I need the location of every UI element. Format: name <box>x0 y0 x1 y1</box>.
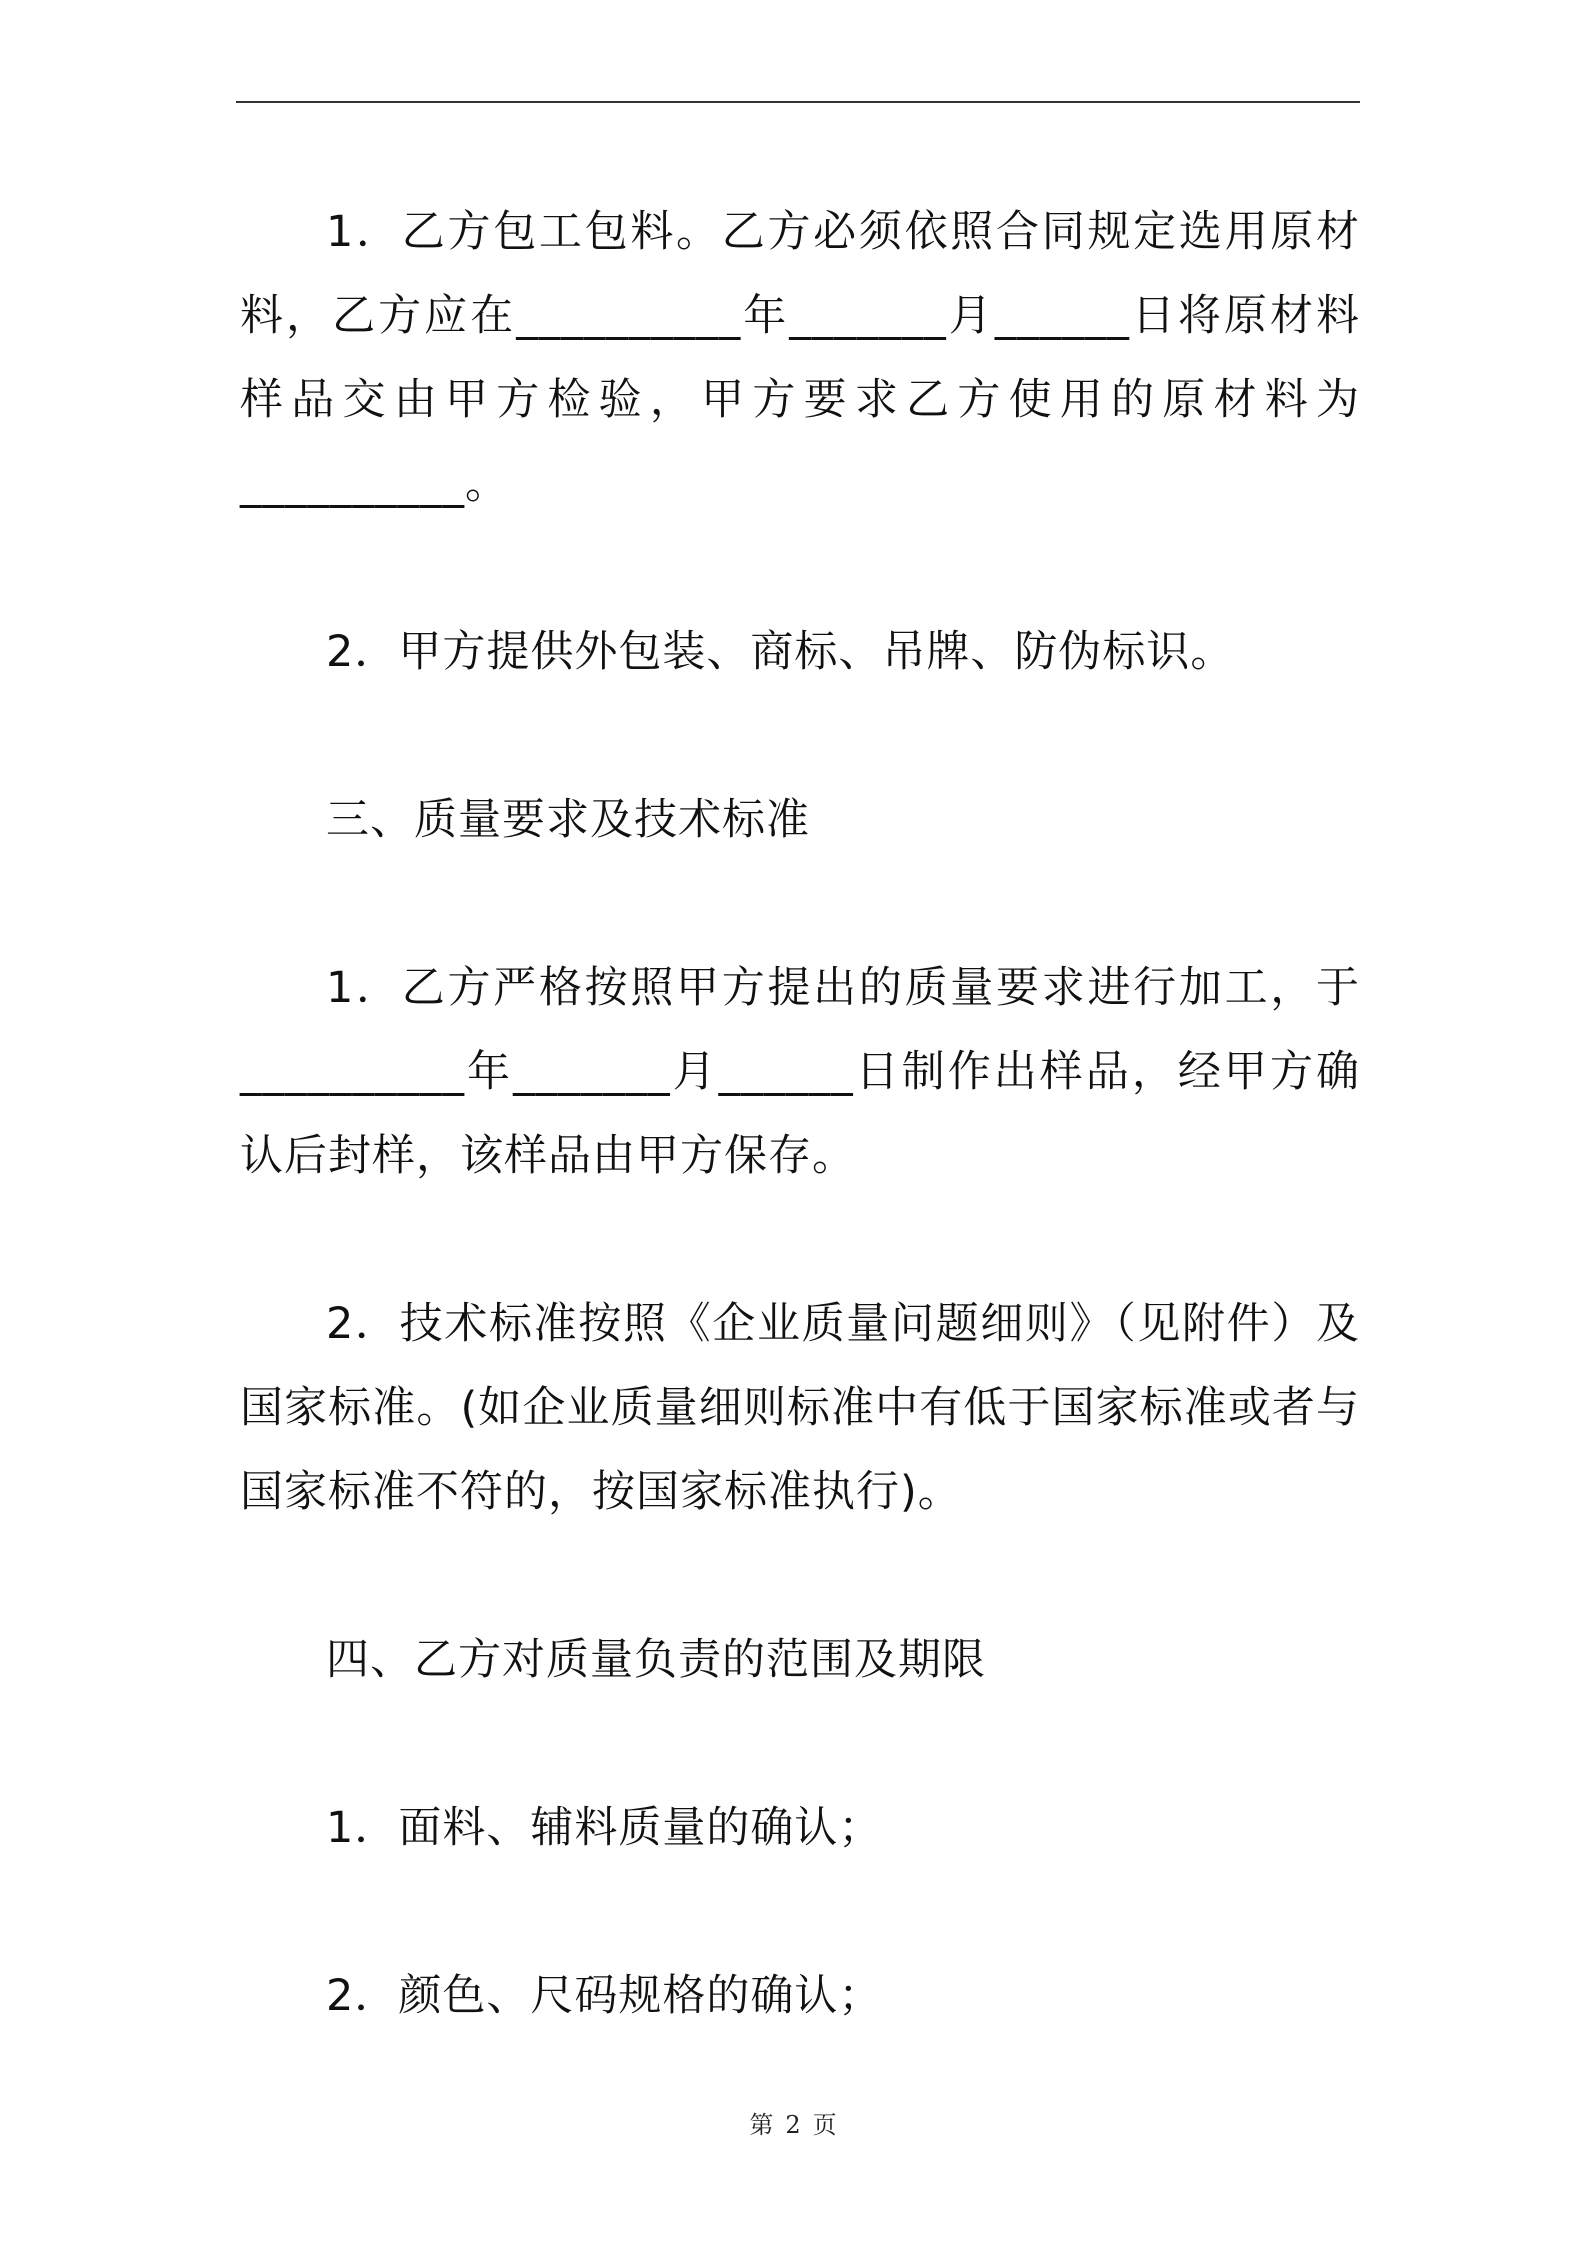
footer-suffix: 页 <box>812 2111 837 2139</box>
section-heading-quality: 三、质量要求及技术标准 <box>326 795 810 845</box>
paragraph-materials: 1．乙方包工包料。乙方必须依照合同规定选用原材料，乙方应在__________年_______月______日将原材料样品交由甲方检验，甲方要求乙方使用的原材料为__________。 <box>240 207 1360 509</box>
document-body <box>240 190 1360 2038</box>
list-item-fabric: 1．面料、辅料质量的确认； <box>326 1803 883 1853</box>
section-heading-responsibility: 四、乙方对质量负责的范围及期限 <box>326 1635 986 1685</box>
page-number: 2 <box>785 2111 801 2139</box>
footer-prefix: 第 <box>749 2111 774 2139</box>
paragraph-sample: 1．乙方严格按照甲方提出的质量要求进行加工，于__________年_______月______日制作出样品，经甲方确认后封样，该样品由甲方保存。 <box>240 963 1360 1181</box>
paragraph-standards: 2．技术标准按照《企业质量问题细则》（见附件）及国家标准。(如企业质量细则标准中有低于国家标准或者与国家标准不符的，按国家标准执行)。 <box>240 1299 1360 1517</box>
header-rule <box>236 101 1360 103</box>
paragraph-packaging: 2．甲方提供外包装、商标、吊牌、防伪标识。 <box>326 627 1235 677</box>
list-item-color-size: 2．颜色、尺码规格的确认； <box>326 1971 883 2021</box>
page-footer <box>0 2105 1586 2140</box>
